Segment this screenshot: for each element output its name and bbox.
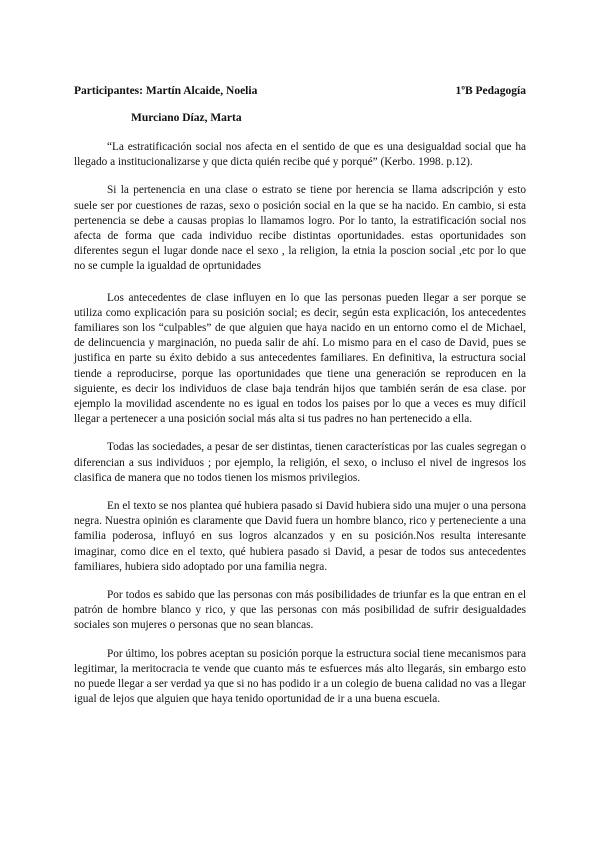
paragraph: Todas las sociedades, a pesar de ser distintas, tienen características por las cuales segregan o diferencian a sus individuos ; por ejemplo, la religión, el sexo, o incluso el nivel de ingresos los clasifica de manera que no todos tienen los mismos privilegios. xyxy=(74,441,526,484)
paragraph: Si la pertenencia en una clase o estrato se tiene por herencia se llama adscripción y esto suele ser por cuestiones de razas, sexo o posición social en la que se ha nacido. En cambio, si esta pertenencia se debe a causas propias lo llamamos logro. Por lo tanto, la estratificación social nos afecta de forma que cada individuo recibe distintas oportunidades. estas oportunidades son diferentes segun el lugar donde nace el sexo , la religion, la etnia la poscion social ,etc por lo que no se cumple la igualdad de oprtunidades xyxy=(74,184,526,273)
group-label: 1ºB Pedagogía xyxy=(455,85,526,97)
participants-label: Participantes: Martín Alcaide, Noelia xyxy=(74,85,258,97)
paragraph-quote: “La estratificación social nos afecta en el sentido de que es una desigualdad social que ha llegado a institucionalizarse y que dicta quién recibe qué y porqué” (Kerbo. 1998. p.12). xyxy=(74,141,526,169)
paragraph: Por todos es sabido que las personas con más posibilidades de triunfar es la que entran en el patrón de hombre blanco y rico, y que las personas con más posibilidad de sufrir desigualdades sociales son mujeres o personas que no sean blancas. xyxy=(74,589,526,632)
header-line-1 xyxy=(74,84,526,98)
document-header xyxy=(74,84,526,125)
paragraph: Los antecedentes de clase influyen en lo que las personas pueden llegar a ser porque se utiliza como explicación para su posición social; es decir, según esta explicación, los antecedentes familiares son los “culpables” de que alguien que haya nacido en un entorno como el de Michael, de delincuencia y marginación, no pueda salir de ahí. Lo mismo para en el caso de David, pues se justifica en parte su éxito debido a sus antecedentes familiares. En definitiva, la estructura social tiende a reproducirse, porque las oportunidades que tiene una generación se reproducen en la siguiente, es decir los individuos de clase baja tendrán hijos que también serán de esa clase. por ejemplo la movilidad ascendente no es igual en todos los paises por lo que a veces es muy difícil llegar a pertenecer a una posición social más alta si tus padres no han pertenecido a ella. xyxy=(74,291,526,426)
paragraph: En el texto se nos plantea qué hubiera pasado si David hubiera sido una mujer o una persona negra. Nuestra opinión es claramente que David fuera un hombre blanco, rico y perteneciente a una familia poderosa, influyó en sus logros alcanzados y en su posición.Nos resulta interesante imaginar, como dice en el texto, qué hubiera pasado si David, a pesar de todos sus antecedentes familiares, hubiera sido adoptado por una familia negra. xyxy=(74,500,526,573)
document-body xyxy=(74,140,526,721)
paragraph: Por último, los pobres aceptan su posición porque la estructura social tiene mecanismos para legitimar, la meritocracia te vende que cuanto más te esfuerces más alto llegarás, sin embargo esto no puede llegar a ser verdad ya que si no has podido ir a un colegio de buena calidad no vas a llegar igual de lejos que alguien que haya tenido oportunidad de ir a una buena escuela. xyxy=(74,647,526,706)
participants-line-2: Murciano Díaz, Marta xyxy=(131,112,242,124)
